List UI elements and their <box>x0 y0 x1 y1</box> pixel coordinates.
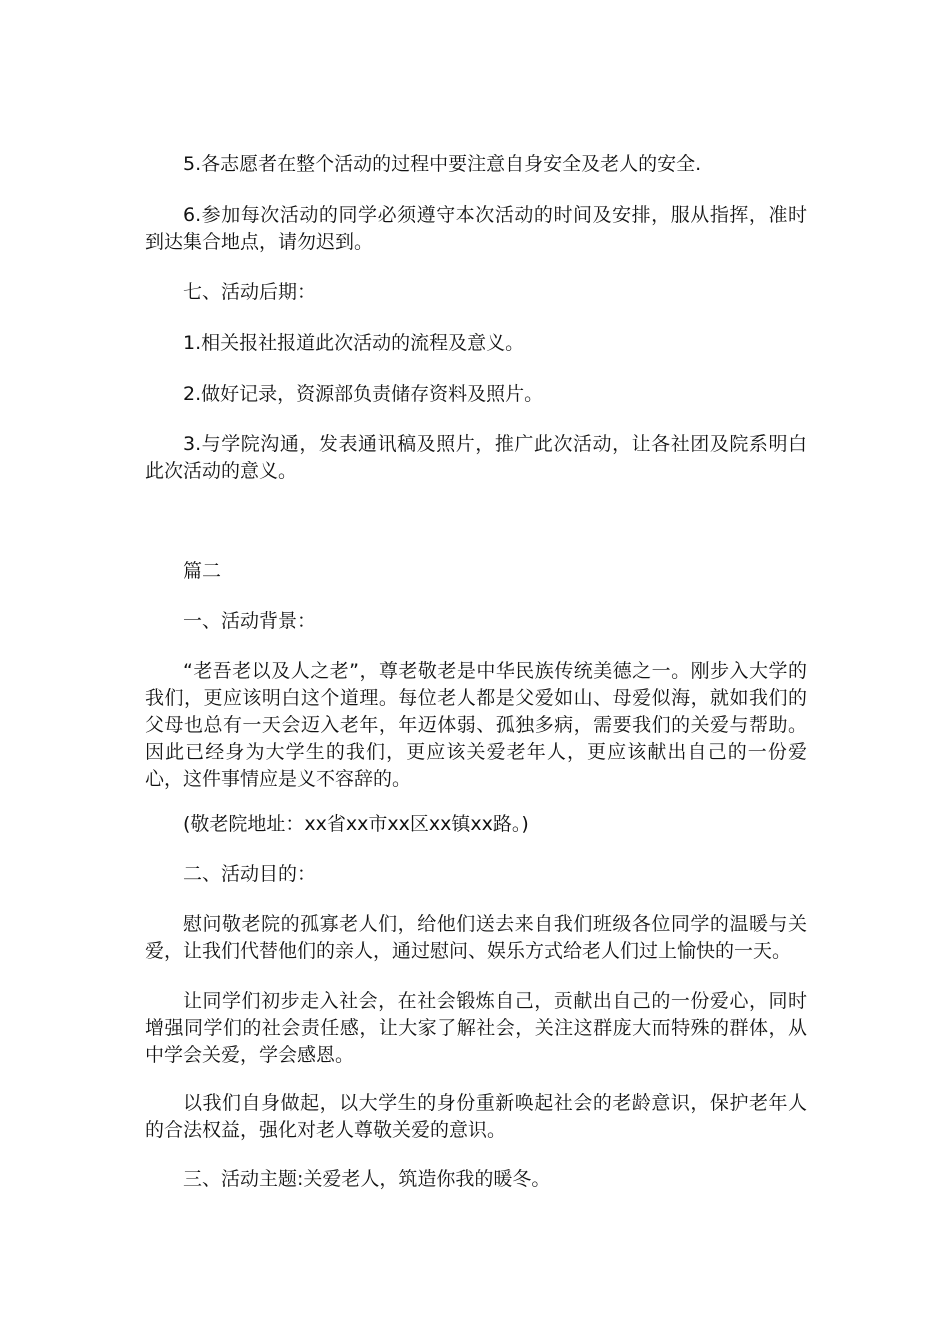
paragraph-records: 2.做好记录，资源部负责储存资料及照片。 <box>183 383 544 405</box>
section-title-part-two: 篇二 <box>183 560 222 582</box>
paragraph-volunteer-safety: 5.各志愿者在整个活动的过程中要注意自身安全及老人的安全. <box>183 153 702 175</box>
paragraph-purpose-awareness: 以我们自身做起，以大学生的身份重新唤起社会的老龄意识，保护老年人的合法权益，强化对老人尊敬关爱的意识。 <box>145 1092 807 1141</box>
heading-activity-purpose: 二、活动目的： <box>183 863 317 885</box>
paragraph-schedule-rules: 6.参加每次活动的同学必须遵守本次活动的时间及安排，服从指挥，准时到达集合地点，请勿迟到。 <box>145 204 807 253</box>
paragraph-purpose-visit: 慰问敬老院的孤寡老人们，给他们送去来自我们班级各位同学的温暖与关爱，让我们代替他们的亲人，通过慰问、娱乐方式给老人们过上愉快的一天。 <box>145 913 807 962</box>
paragraph-college-communication: 3.与学院沟通，发表通讯稿及照片，推广此次活动，让各社团及院系明白此次活动的意义。 <box>145 433 807 482</box>
paragraph-purpose-society: 让同学们初步走入社会，在社会锻炼自己，贡献出自己的一份爱心，同时增强同学们的社会责任感，让大家了解社会，关注这群庞大而特殊的群体，从中学会关爱，学会感恩。 <box>145 990 807 1066</box>
paragraph-background-text: “老吾老以及人之老”，尊老敬老是中华民族传统美德之一。刚步入大学的我们，更应该明白这个道理。每位老人都是父爱如山、母爱似海，就如我们的父母也总有一天会迈入老年，年迈体弱、孤独多病，需要我们的关爱与帮助。因此已经身为大学生的我们，更应该关爱老年人，更应该献出自己的一份爱心，这件事情应是义不容辞的。 <box>145 660 807 790</box>
heading-activity-background: 一、活动背景： <box>183 610 317 632</box>
heading-activity-later-stage: 七、活动后期： <box>183 281 317 303</box>
heading-activity-theme: 三、活动主题:关爱老人，筑造你我的暖冬。 <box>183 1168 551 1190</box>
paragraph-nursing-home-address: (敬老院地址：xx省xx市xx区xx镇xx路。) <box>183 813 529 835</box>
paragraph-press-report: 1.相关报社报道此次活动的流程及意义。 <box>183 332 525 354</box>
